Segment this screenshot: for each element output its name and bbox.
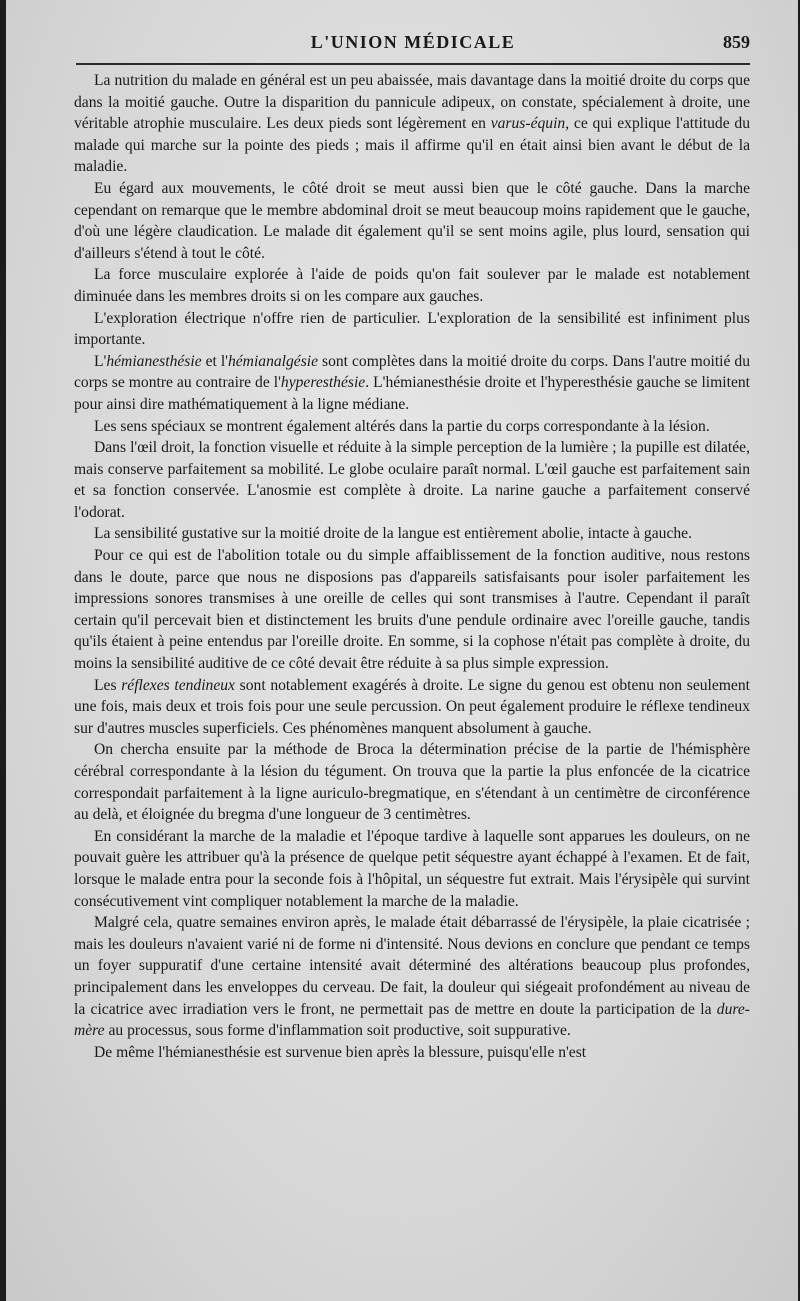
paragraph-sens: Les sens spéciaux se montrent également altérés dans la partie du corps correspondante à la lésion.	[94, 417, 710, 435]
paragraph-force: La force musculaire explorée à l'aide de poids qu'on fait soulever par le malade est notablement diminuée dans les membres droits si on les compare aux gauches.	[74, 266, 750, 305]
body-text	[74, 70, 750, 1063]
paragraph-hemianesthesie: L'hémianesthésie et l'hémianalgésie sont complètes dans la moitié droite du corps. Dans l'autre moitié du corps se montre au contraire de l'hyperesthésie. L'hémianesthésie droite et l'hyperesthésie gauche se limitent pour ainsi dire mathématiquement à la ligne médiane.	[74, 352, 750, 413]
running-title: L'UNION MÉDICALE	[310, 32, 516, 52]
paragraph-douleurs: En considérant la marche de la maladie et l'époque tardive à laquelle sont apparues les douleurs, on ne pouvait guère les attribuer qu'à la présence de quelque petit séquestre ayant échappé à l'examen. Et de fait, lorsque le malade entra pour la seconde fois à l'hôpital, un séquestre fut extrait. Mais l'érysipèle qui survint consécutivement vint compliquer notablement la marche de la maladie.	[74, 827, 750, 910]
paragraph-de-meme: De même l'hémianesthésie est survenue bien après la blessure, puisqu'elle n'est	[94, 1043, 587, 1061]
paragraph-mouvements: Eu égard aux mouvements, le côté droit se meut aussi bien que le côté gauche. Dans la marche cependant on remarque que le membre abdominal droit se meut beaucoup moins rapidement que le gauche, d'où une légère claudication. Le malade dit également qu'il se sent moins agile, plus lourd, sensation qui d'ailleurs s'étend à tout le côté.	[74, 179, 750, 262]
page-number: 859	[723, 32, 750, 52]
paragraph-exploration: L'exploration électrique n'offre rien de particulier. L'exploration de la sensibilité est infiniment plus importante.	[74, 309, 750, 349]
paragraph-auditive: Pour ce qui est de l'abolition totale ou du simple affaiblissement de la fonction auditive, nous restons dans le doute, parce que nous ne disposions pas d'appareils satisfaisants pour isoler parfaitement les impressions sonores transmises à une oreille de celles qui sont transmises à l'autre. Cependant il paraît certain qu'il percevait bien et distinctement les bruits d'une pendule ordinaire avec l'oreille gauche, tandis qu'ils étaient à peine entendus par l'oreille droite. En somme, si la cophose n'était pas complète à droite, du moins la sensibilité auditive de ce côté devait être réduite à sa plus simple expression.	[74, 547, 750, 673]
paragraph-oeil: Dans l'œil droit, la fonction visuelle et réduite à la simple perception de la lumière ; la pupille est dilatée, mais conserve parfaitement sa mobilité. Le globe oculaire paraît normal. L'œil gauche est parfaitement sain et sa fonction conservée. L'anosmie est complète à droite. La narine gauche a parfaitement conservé l'odorat.	[74, 439, 750, 521]
paragraph-broca: On chercha ensuite par la méthode de Broca la détermination précise de la partie de l'hémisphère cérébral correspondante à la lésion du tégument. On trouva que la partie la plus enfoncée de la cicatrice correspondait parfaitement à la ligne auriculo-bregmatique, en s'étendant à un centimètre de circonférence au delà, et éloignée du bregma d'une longueur de 3 centimètres.	[74, 741, 750, 824]
document-page	[6, 0, 798, 1301]
running-head	[76, 32, 750, 58]
paragraph-malgre: Malgré cela, quatre semaines environ après, le malade était débarrassé de l'érysipèle, la plaie cicatrisée ; mais les douleurs n'avaient varié ni de forme ni d'intensité. Nous devions en conclure que pendant ce temps un foyer suppuratif d'une certaine intensité avait déterminé des altérations beaucoup plus profondes, principalement dans les enveloppes du cerveau. De fait, la douleur qui siégeait profondément au niveau de la cicatrice avec irradiation vers le front, ne permettait pas de mettre en doute la participation de la dure-mère au processus, sous forme d'inflammation soit productive, soit suppurative.	[74, 914, 750, 1040]
paragraph-nutrition: La nutrition du malade en général est un peu abaissée, mais davantage dans la moitié droite du corps que dans la moitié gauche. Outre la disparition du pannicule adipeux, on constate, spécialement à droite, une véritable atrophie musculaire. Les deux pieds sont légèrement en varus-équin, ce qui explique l'attitude du malade qui marche sur la pointe des pieds ; mais il affirme qu'il en était ainsi bien avant le début de la maladie.	[74, 72, 750, 176]
paragraph-reflexes: Les réflexes tendineux sont notablement exagérés à droite. Le signe du genou est obtenu non seulement une fois, mais deux et trois fois pour une seule percussion. On peut également produire le réflexe tendineux sur d'autres muscles superficiels. Ces phénomènes manquent absolument à gauche.	[74, 676, 750, 737]
header-rule	[76, 63, 750, 65]
paragraph-gustative: La sensibilité gustative sur la moitié droite de la langue est entièrement abolie, intacte à gauche.	[94, 525, 692, 543]
